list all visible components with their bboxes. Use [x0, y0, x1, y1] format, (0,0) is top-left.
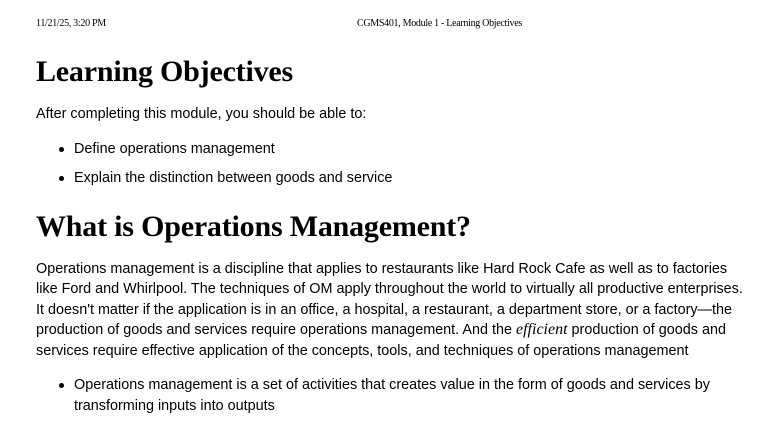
objectives-list: [36, 139, 748, 189]
om-definition-paragraph: [36, 259, 748, 362]
print-datetime: 11/21/25, 3:20 PM: [36, 18, 106, 29]
page-content: [36, 54, 748, 422]
learning-objectives-heading: Learning Objectives: [36, 55, 294, 88]
objective-item: Explain the distinction between goods and service: [74, 168, 748, 189]
paragraph-text-start: Operations management is a discipline that applies to restaurants like Hard Rock Cafe as well as to factories like Ford and Whirlpool. The techniques of OM apply throughout the world to virtually all productive enterprises. It doesn't matter if the application is in an office, a hospital, a restaurant, a department store, or a factory—the production of goods and services require operations management. And the: [36, 260, 743, 338]
objectives-intro: After completing this module, you should be able to:: [36, 106, 367, 122]
print-document-title: CGMS401, Module 1 - Learning Objectives: [357, 18, 522, 29]
objective-item: Define operations management: [74, 139, 748, 160]
what-is-om-heading: What is Operations Management?: [36, 209, 471, 243]
om-points-list: [36, 375, 748, 416]
print-header: [0, 0, 784, 30]
paragraph-text-end: production of goods and services require effective application of the concepts, tools, and techniques of operations management: [36, 322, 726, 359]
emphasis-efficient: efficient: [516, 321, 568, 338]
om-point-item: Operations management is a set of activities that creates value in the form of goods and services by transforming inputs into outputs: [74, 375, 748, 416]
